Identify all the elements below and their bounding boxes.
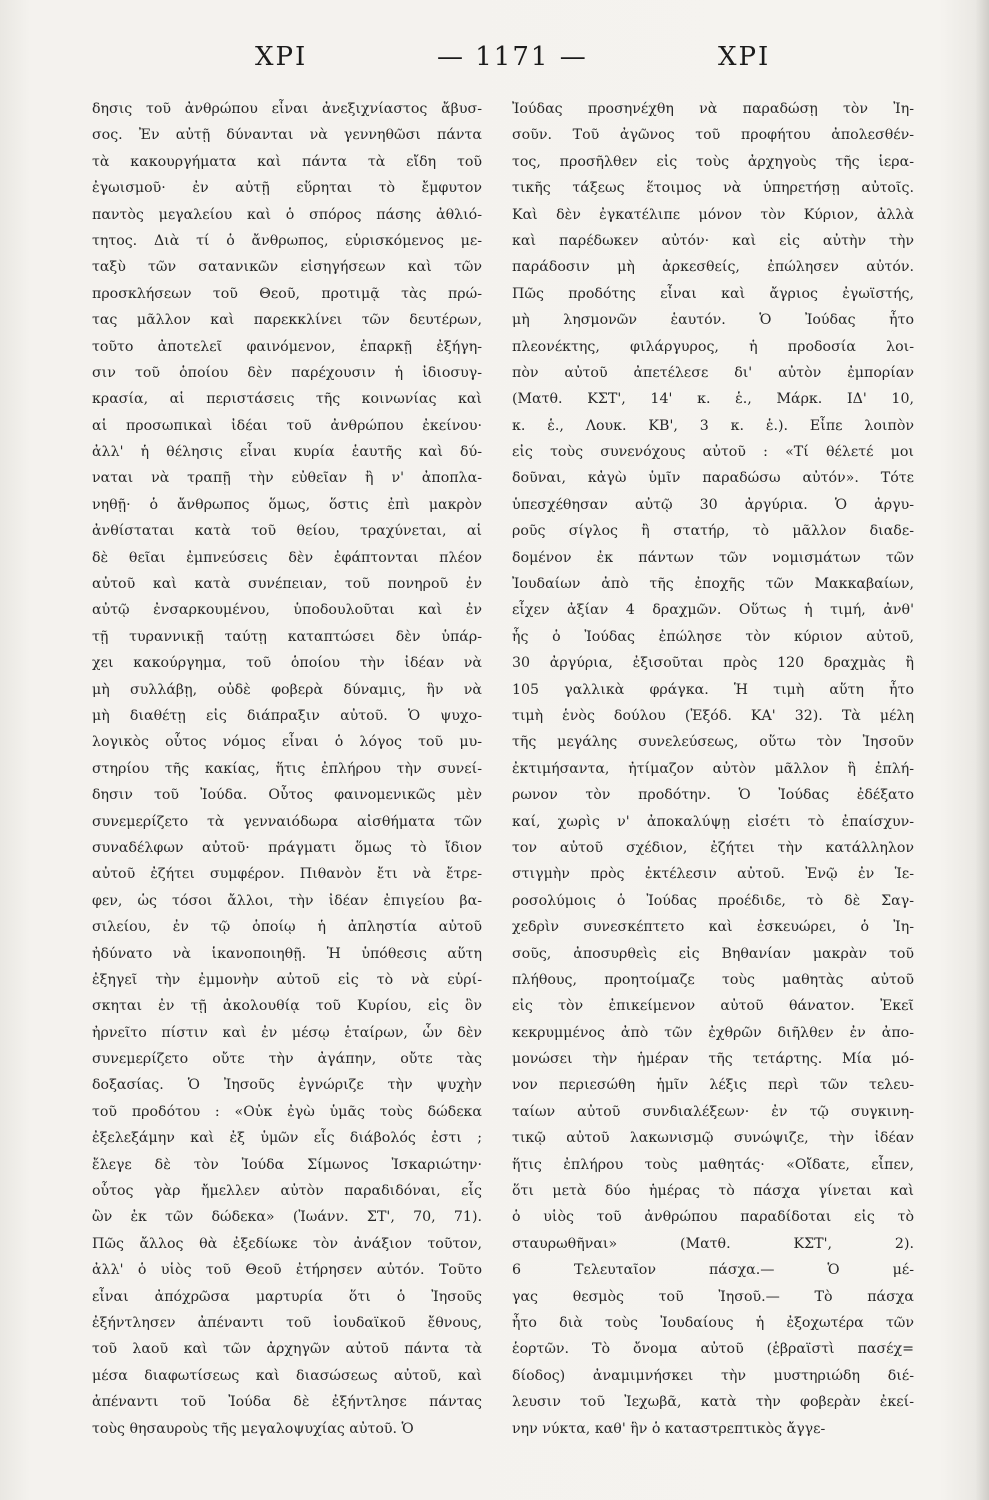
right-column-line: ἑορτῶν. Τὸ ὄνομα αὐτοῦ (ἑβραϊστὶ πασέχ= [512, 1341, 914, 1358]
right-column-line: Καὶ δὲν ἐγκατέλιπε μόνον τὸν Κύριον, ἀλλὰ [512, 206, 914, 223]
left-column-line: ἐξελεξάμην καὶ ἐξ ὑμῶν εἷς διάβολός ἐστι ; [92, 1130, 482, 1147]
right-column-line: (Ματθ. ΚΣΤ', 14' κ. ἑ., Μάρκ. ΙΔ' 10, [512, 391, 914, 408]
left-column-line: κρασία, αἱ περιστάσεις τῆς κοινωνίας καὶ [92, 391, 482, 408]
left-column-line: Πῶς ἄλλος θὰ ἐξεδίωκε τὸν ἀνάξιον τοῦτον, [92, 1235, 482, 1252]
page-number: — 1171 — [437, 42, 588, 72]
right-column-line: καὶ παρέδωκεν αὐτόν· καὶ εἰς αὐτὴν τὴν [512, 232, 914, 249]
right-column-line: πλήθους, προητοίμαζε τοὺς μαθητὰς αὐτοῦ [512, 971, 914, 988]
right-column-line: δομένον ἐκ πάντων τῶν νομισμάτων τῶν [512, 549, 914, 566]
right-column-line: τον αὐτοῦ σχέδιον, ἐζήτει τὴν κατάλληλον [512, 839, 914, 856]
right-column-line: 105 γαλλικὰ φράγκα. Ἡ τιμὴ αὕτη ἦτο [512, 681, 914, 698]
right-column-line: ρωνον τὸν προδότην. Ὁ Ἰούδας ἐδέξατο [512, 787, 914, 804]
left-column-line: τοῦτο ἀποτελεῖ φαινόμενον, ἐπαρκῇ ἐξήγη- [92, 338, 482, 355]
right-column-line: μὴ λησμονῶν ἑαυτόν. Ὁ Ἰούδας ἦτο [512, 312, 914, 329]
left-column-line: παντὸς μεγαλείου καὶ ὁ σπόρος πάσης ἀθλιό- [92, 206, 482, 223]
right-column [512, 96, 914, 1442]
left-column-line: λογικὸς οὗτος νόμος εἶναι ὁ λόγος τοῦ μυ- [92, 734, 482, 751]
left-column-line: χει κακούργημα, τοῦ ὁποίου τὴν ἰδέαν νὰ [92, 655, 482, 672]
right-column-line: στιγμὴν πρὸς ἐκτέλεσιν αὐτοῦ. Ἐνῷ ἐν Ἱε- [512, 866, 914, 883]
left-column-line: ἠδύνατο νὰ ἱκανοποιηθῇ. Ἡ ὑπόθεσις αὕτη [92, 945, 482, 962]
left-column [92, 96, 482, 1442]
left-column-line: δησις τοῦ ἀνθρώπου εἶναι ἀνεξιχνίαστος ἄβυσ- [92, 101, 482, 117]
left-column-line: τητος. Διὰ τί ὁ ἄνθρωπος, εὑρισκόμενος με- [92, 232, 482, 249]
left-column-line: μὴ διαθέτῃ εἰς διάπραξιν αὐτοῦ. Ὁ ψυχο- [92, 707, 482, 724]
right-column-line: πὸν αὐτοῦ ἀπετέλεσε δι' αὐτὸν ἐμπορίαν [512, 364, 914, 381]
right-column-line: ἦτο διὰ τοὺς Ἰουδαίους ἡ ἐξοχωτέρα τῶν [512, 1314, 914, 1331]
right-column-line: τικῆς τάξεως ἕτοιμος νὰ ὑπηρετήσῃ αὐτοῖς. [512, 180, 914, 197]
left-column-line: σιλείου, ἐν τῷ ὁποίῳ ἡ ἀπληστία αὐτοῦ [92, 919, 482, 936]
right-column-line: σταυρωθῆναι» (Ματθ. ΚΣΤ', 2). [512, 1235, 914, 1252]
right-column-line: σοῦν. Τοῦ ἀγῶνος τοῦ προφήτου ἀπολεσθέν- [512, 127, 914, 144]
left-column-line: ἠρνεῖτο πίστιν καὶ ἐν μέσῳ ἑταίρων, ὧν δὲν [92, 1024, 482, 1041]
left-column-line: τας μᾶλλον καὶ παρεκκλίνει τῶν δευτέρων, [92, 312, 482, 329]
left-column-line: συναδέλφων αὐτοῦ· πράγματι ὅμως τὸ ἴδιον [92, 839, 482, 856]
right-column-line: εἶχεν ἀξίαν 4 δραχμῶν. Οὕτως ἡ τιμή, ἀνθ' [512, 602, 914, 619]
left-column-line: εἶναι ἀπόχρῶσα μαρτυρία ὅτι ὁ Ἰησοῦς [92, 1288, 482, 1305]
right-column-line: ροσολύμοις ὁ Ἰούδας προέδιδε, τὸ δὲ Σαγ- [512, 892, 914, 909]
left-column-line: ἐγωισμοῦ· ἐν αὐτῇ εὕρηται τὸ ἔμφυτον [92, 180, 482, 197]
right-column-line: Πῶς προδότης εἶναι καὶ ἄγριος ἐγωϊστής, [512, 285, 914, 302]
left-column-line: μέσα διαφωτίσεως καὶ διασώσεως αὐτοῦ, καὶ [92, 1367, 482, 1384]
right-column-line: ἧς ὁ Ἰούδας ἐπώλησε τὸν κύριον αὐτοῦ, [512, 628, 914, 645]
left-column-line: ἀνθίσταται κατὰ τοῦ θείου, τραχύνεται, αἱ [92, 523, 482, 540]
left-column-line: τοῦ προδότου : «Οὐκ ἐγὼ ὑμᾶς τοὺς δώδεκα [92, 1103, 482, 1120]
right-column-line: ὅτι μετὰ δύο ἡμέρας τὸ πάσχα γίνεται καὶ [512, 1183, 914, 1200]
right-column-line: τιμὴ ἑνὸς δούλου (Ἐξόδ. ΚΑ' 32). Τὰ μέλη [512, 707, 914, 724]
left-column-line: τὰ κακουργήματα καὶ πάντα τὰ εἴδη τοῦ [92, 153, 482, 170]
right-column-line: 30 ἀργύρια, ἐξισοῦται πρὸς 120 δραχμὰς ἢ [512, 655, 914, 672]
header-left-term: ΧΡΙ [255, 42, 308, 72]
right-column-line: πλεονέκτης, φιλάργυρος, ἡ προδοσία λοι- [512, 338, 914, 355]
right-column-line: δοῦναι, κἀγὼ ὑμῖν παραδώσω αὐτόν». Τότε [512, 470, 914, 487]
left-column-line: σκηται ἐν τῇ ἀκολουθίᾳ τοῦ Κυρίου, εἰς ὃν [92, 998, 482, 1015]
left-column-line: συνεμερίζετο τὰ γενναιόδωρα αἰσθήματα τῶν [92, 813, 482, 830]
left-column-line: ἐξήντλησεν ἀπέναντι τοῦ ἰουδαϊκοῦ ἔθνους, [92, 1314, 482, 1331]
left-column-line: δοξασίας. Ὁ Ἰησοῦς ἐγνώριζε τὴν ψυχὴν [92, 1077, 482, 1094]
right-column-line: κεκρυμμένος ἀπὸ τῶν ἐχθρῶν διῆλθεν ἐν ἀπο- [512, 1024, 914, 1041]
left-column-line: τοῦ λαοῦ καὶ τῶν ἀρχηγῶν αὐτοῦ πάντα τὰ [92, 1341, 482, 1358]
right-column-line: ὁ υἱὸς τοῦ ἀνθρώπου παραδίδοται εἰς τὸ [512, 1209, 914, 1226]
right-column-line: κ. ἑ., Λουκ. ΚΒ', 3 κ. ἑ.). Εἶπε λοιπὸν [512, 417, 914, 434]
left-column-line: δησιν τοῦ Ἰούδα. Οὗτος φαινομενικῶς μὲν [92, 787, 482, 804]
right-column-line: χεδρὶν συνεσκέπτετο καὶ ἐσκευώρει, ὁ Ἰη- [512, 919, 914, 936]
page-header [0, 42, 989, 82]
left-column-line: αὐτοῦ ἐζήτει συμφέρον. Πιθανὸν ἔτι νὰ ἔτρε- [92, 866, 482, 883]
left-column-line: ναται νὰ τραπῇ τὴν εὐθεῖαν ἢ ν' ἀποπλα- [92, 470, 482, 487]
right-column-line: τῆς μεγάλης συνελεύσεως, οὕτω τὸν Ἰησοῦν [512, 734, 914, 751]
right-column-line: δίοδος) ἀναμιμνήσκει τὴν μυστηριώδη διέ- [512, 1367, 914, 1384]
header-right-term: ΧΡΙ [718, 42, 771, 72]
left-column-line: δὲ θεῖαι ἐμπνεύσεις δὲν ἐφάπτονται πλέον [92, 549, 482, 566]
right-column-line: εἰς τὸν ἐπικείμενον αὐτοῦ θάνατον. Ἐκεῖ [512, 998, 914, 1015]
right-column-line: ἐκτιμήσαντα, ἠτίμαζον αὐτὸν μᾶλλον ἢ ἐπλή- [512, 760, 914, 777]
left-column-line: ἀλλ' ὁ υἱὸς τοῦ Θεοῦ ἐτήρησεν αὐτόν. Τοῦτο [92, 1262, 482, 1279]
left-column-line: σος. Ἐν αὐτῇ δύνανται νὰ γεννηθῶσι πάντα [92, 127, 482, 144]
left-column-line: αὐτοῦ καὶ κατὰ συνέπειαν, τοῦ πονηροῦ ἐν [92, 576, 482, 593]
right-column-line: λευσιν τοῦ Ἰεχωβᾶ, κατὰ τὴν φοβερὰν ἐκεί- [512, 1394, 914, 1411]
right-column-line: ροῦς σίγλος ἢ στατήρ, τὸ μᾶλλον διαδε- [512, 523, 914, 540]
right-column-line: μονώσει τὴν ἡμέραν τῆς τετάρτης. Μία μό- [512, 1051, 914, 1068]
right-column-line: σοῦς, ἀποσυρθεὶς εἰς Βηθανίαν μακρὰν τοῦ [512, 945, 914, 962]
left-column-line: σιν τοῦ ὁποίου δὲν παρέχουσιν ἡ ἰδιοσυγ- [92, 364, 482, 381]
right-column-line: εἰς τοὺς συνενόχους αὐτοῦ : «Τί θέλετέ μοι [512, 444, 914, 461]
left-column-line: στηρίου τῆς κακίας, ἥτις ἐπλήρου τὴν συνεί- [92, 760, 482, 777]
right-column-line: 6 Τελευταῖον πάσχα.— Ὁ μέ- [512, 1262, 914, 1279]
right-column-line: τικῷ αὐτοῦ λακωνισμῷ συνώψιζε, τὴν ἰδέαν [512, 1130, 914, 1147]
left-column-line: προσκλήσεων τοῦ Θεοῦ, προτιμᾷ τὰς πρώ- [92, 285, 482, 302]
right-column-line: Ἰουδαίων ἀπὸ τῆς ἐποχῆς τῶν Μακκαβαίων, [512, 576, 914, 593]
left-column-line: ἐξηγεῖ τὴν ἐμμονὴν αὐτοῦ εἰς τὸ νὰ εὑρί- [92, 971, 482, 988]
right-column-line: νην νύκτα, καθ' ἣν ὁ καταστρεπτικὸς ἄγγε- [512, 1420, 826, 1437]
right-column-line: ὑπεσχέθησαν αὐτῷ 30 ἀργύρια. Ὁ ἀργυ- [512, 496, 914, 513]
right-column-line: νον περιεσώθη ἡμῖν λέξις περὶ τῶν τελευ- [512, 1077, 914, 1094]
left-column-line: αὐτῷ ἐνσαρκουμένου, ὑποδουλοῦται καὶ ἐν [92, 602, 482, 619]
left-column-line: μὴ συλλάβῃ, οὐδὲ φοβερὰ δύναμις, ἣν νὰ [92, 681, 482, 698]
right-column-line: παράδοσιν μὴ ἀρκεσθείς, ἐπώλησεν αὐτόν. [512, 259, 914, 276]
right-column-line: Ἰούδας προσηνέχθη νὰ παραδώσῃ τὸν Ἰη- [512, 101, 914, 117]
right-column-line: γας θεσμὸς τοῦ Ἰησοῦ.— Τὸ πάσχα [512, 1288, 914, 1305]
right-column-line: ἥτις ἐπλήρου τοὺς μαθητάς· «Οἴδατε, εἶπεν, [512, 1156, 914, 1173]
left-column-line: νηθῇ· ὁ ἄνθρωπος ὅμως, ὅστις ἐπὶ μακρὸν [92, 496, 482, 513]
right-column-line: καί, χωρὶς ν' ἀποκαλύψῃ εἰσέτι τὸ ἐπαίσχυν- [512, 813, 914, 830]
left-column-line: συνεμερίζετο οὔτε τὴν ἀγάπην, οὔτε τὰς [92, 1051, 482, 1068]
left-column-line: φεν, ὡς τόσοι ἄλλοι, τὴν ἰδέαν ἐπιγείου βα- [92, 892, 482, 909]
left-column-line: οὗτος γὰρ ἤμελλεν αὐτὸν παραδιδόναι, εἷς [92, 1183, 482, 1200]
left-column-line: αἱ προσωπικαὶ ἰδέαι τοῦ ἀνθρώπου ἐκείνου· [92, 417, 482, 434]
left-column-line: ἀπέναντι τοῦ Ἰούδα δὲ ἐξήντλησε πάντας [92, 1394, 482, 1411]
left-column-line: τῇ τυραννικῇ ταύτῃ καταπτώσει δὲν ὑπάρ- [92, 628, 482, 645]
left-column-line: ἀλλ' ἡ θέλησις εἶναι κυρία ἑαυτῆς καὶ δύ- [92, 444, 482, 461]
left-column-line: ἔλεγε δὲ τὸν Ἰούδα Σίμωνος Ἰσκαριώτην· [92, 1156, 482, 1173]
left-column-line: ταξὺ τῶν σατανικῶν εἰσηγήσεων καὶ τῶν [92, 259, 482, 276]
left-column-line: τοὺς θησαυροὺς τῆς μεγαλοψυχίας αὐτοῦ. Ὁ [92, 1420, 414, 1437]
page-edge-shadow [975, 0, 989, 1500]
right-column-line: ταίων αὐτοῦ συνδιαλέξεων· ἐν τῷ συγκινη- [512, 1103, 914, 1120]
right-column-line: τος, προσῆλθεν εἰς τοὺς ἀρχηγοὺς τῆς ἱερα- [512, 153, 914, 170]
left-column-line: ὢν ἐκ τῶν δώδεκα» (Ἰωάνν. ΣΤ', 70, 71). [92, 1209, 482, 1226]
